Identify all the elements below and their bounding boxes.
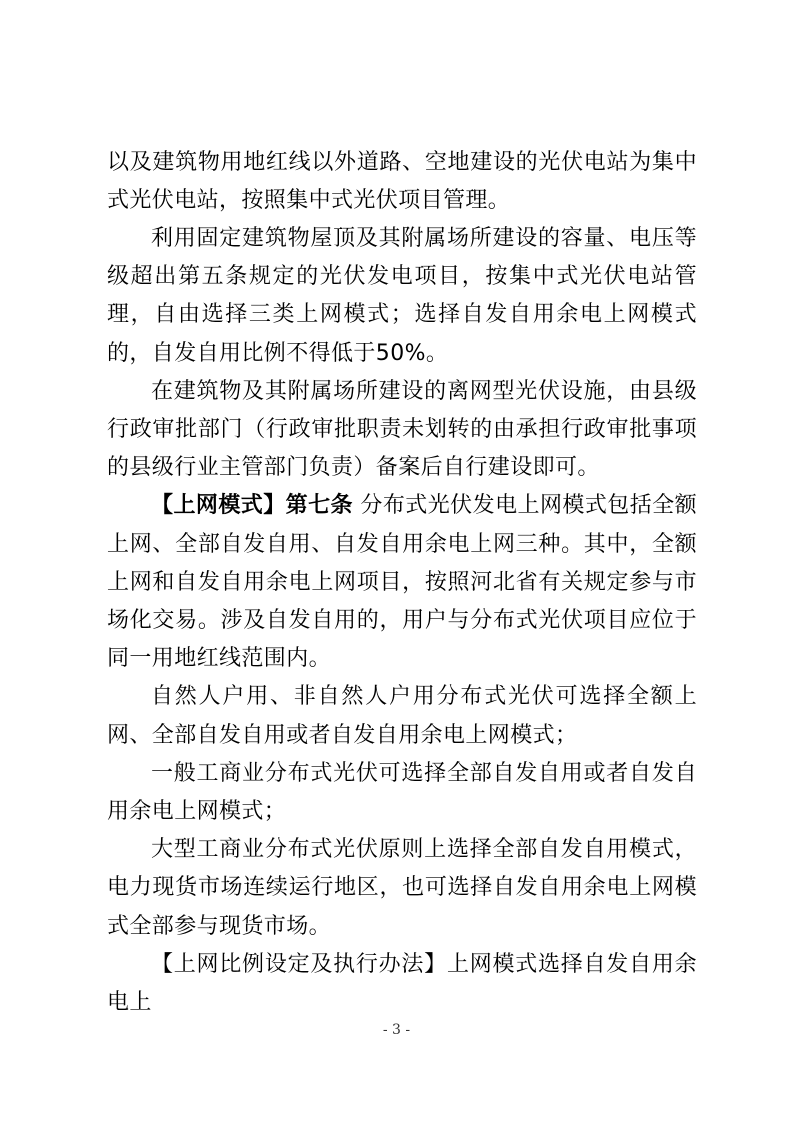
paragraph-off-grid: 在建筑物及其附属场所建设的离网型光伏设施，由县级行政审批部门（行政审批职责未划转的由承担行政审批事项的县级行业主管部门负责）备案后自行建设即可。	[107, 378, 697, 481]
ratio-setting-heading: 【上网比例设定及执行办法】	[151, 951, 447, 977]
article-7-heading: 【上网模式】第七条	[151, 493, 353, 519]
paragraph-ratio-setting	[107, 946, 697, 1022]
paragraph-rooftop-capacity: 利用固定建筑物屋顶及其附属场所建设的容量、电压等级超出第五条规定的光伏发电项目，按集中式光伏电站管理，自由选择三类上网模式；选择自发自用余电上网模式的，自发自用比例不得低于50%。	[107, 226, 697, 366]
paragraph-article-7	[107, 487, 697, 678]
paragraph-continuation: 以及建筑物用地红线以外道路、空地建设的光伏电站为集中式光伏电站，按照集中式光伏项目管理。	[107, 150, 697, 214]
document-body	[107, 144, 697, 1022]
ratio-setting-text: 上网模式选择自发自用余电上	[107, 951, 698, 1016]
page-number: - 3 -	[382, 1022, 411, 1038]
paragraph-general-commercial: 一般工商业分布式光伏可选择全部自发自用或者自发自用余电上网模式；	[107, 760, 697, 825]
article-7-text: 分布式光伏发电上网模式包括全额上网、全部自发自用、自发自用余电上网三种。其中，全额上网和自发自用余电上网项目，按照河北省有关规定参与市场化交易。涉及自发自用的，用户与分布式光伏项目应位于同一用地红线范围内。	[107, 493, 697, 672]
paragraph-residential: 自然人户用、非自然人户用分布式光伏可选择全额上网、全部自发自用或者自发自用余电上网模式；	[107, 684, 697, 748]
paragraph-large-commercial: 大型工商业分布式光伏原则上选择全部自发自用模式，电力现货市场连续运行地区，也可选择自发自用余电上网模式全部参与现货市场。	[107, 837, 697, 939]
